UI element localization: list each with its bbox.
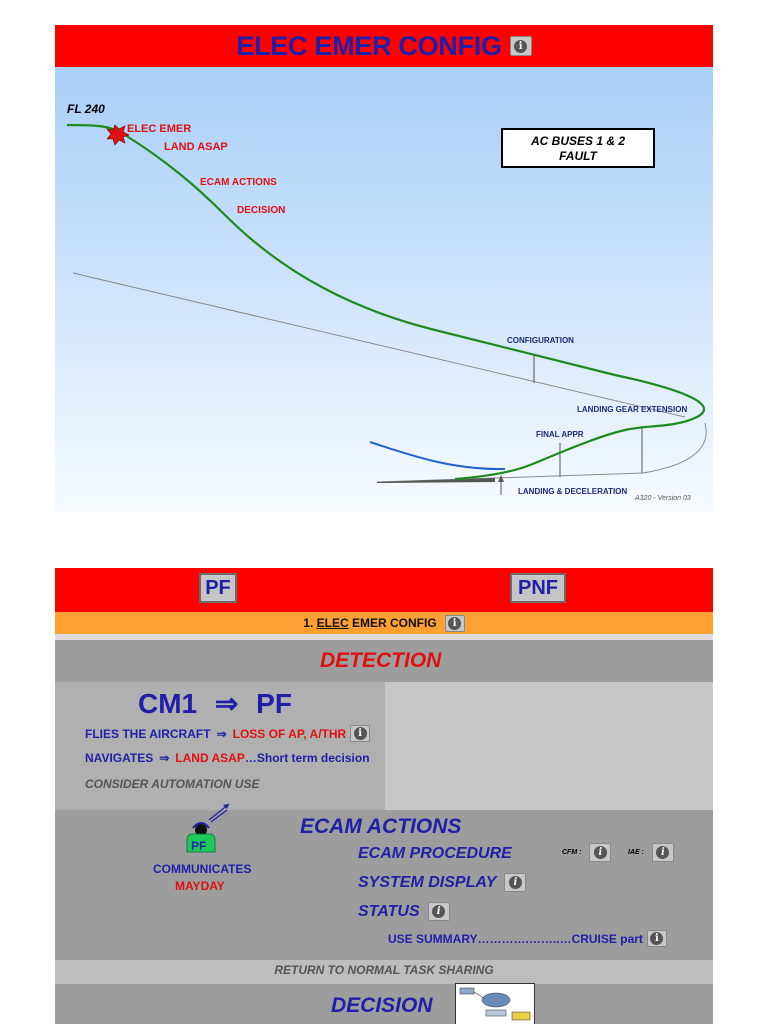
label-elec-emer: ELEC EMER [127, 123, 192, 135]
step-title: EMER CONFIG [352, 616, 437, 630]
mayday-text: MAYDAY [175, 879, 225, 893]
info-icon: i [432, 905, 445, 918]
step-underlined: ELEC [316, 616, 349, 630]
info-icon: i [594, 846, 607, 859]
pf-label: PF [256, 688, 292, 719]
step-bar [55, 612, 713, 634]
status-info-button[interactable] [428, 902, 450, 921]
flies-text: FLIES THE AIRCRAFT [85, 726, 211, 741]
navigates-text: NAVIGATES [85, 751, 154, 765]
label-decision: DECISION [237, 205, 286, 216]
label-land-asap: LAND ASAP [164, 141, 228, 153]
status-item [358, 902, 450, 921]
cm1-label: CM1 [138, 688, 198, 719]
detection-title: DETECTION [320, 649, 442, 672]
version-label: A320 - Version 03 [635, 495, 691, 502]
flight-profile-diagram [55, 25, 713, 512]
loss-info-button[interactable] [350, 725, 370, 742]
iae-label: IAE : [628, 849, 644, 856]
runway [377, 478, 495, 483]
status-text: STATUS [358, 902, 420, 920]
cfm-tag [562, 843, 611, 862]
slide-elec-emer-profile [55, 25, 713, 512]
pf-badge: PF [191, 839, 207, 853]
short-term-text: …Short term decision [244, 751, 370, 765]
ecam-procedure-item [358, 845, 512, 863]
iae-tag [628, 843, 674, 862]
decision-title: DECISION [331, 994, 433, 1017]
arrow-icon: ⇒ [214, 688, 239, 719]
label-landing-decel: LANDING & DECELERATION [518, 487, 628, 496]
decision-thumbnail[interactable] [455, 983, 535, 1024]
consider-automation-text: CONSIDER AUTOMATION USE [85, 777, 260, 791]
info-icon: i [354, 727, 367, 740]
decision-diagram-icon [456, 984, 536, 1024]
roles-header [55, 568, 713, 612]
row-flies-aircraft [85, 725, 370, 742]
arrow-icon: ⇒ [159, 751, 170, 765]
system-display-info-button[interactable] [504, 873, 526, 892]
label-ecam-actions: ECAM ACTIONS [200, 177, 277, 188]
info-icon: i [514, 40, 527, 53]
use-summary-text: USE SUMMARY………….……..…CRUISE part [388, 931, 643, 946]
fault-line-2: FAULT [559, 149, 597, 163]
return-normal-text: RETURN TO NORMAL TASK SHARING [274, 963, 494, 977]
ecam-procedure-text: ECAM PROCEDURE [358, 845, 512, 862]
slide-task-sharing [55, 568, 713, 1024]
label-landing-gear: LANDING GEAR EXTENSION [577, 405, 688, 414]
system-display-item [358, 873, 526, 892]
step-info-button[interactable] [445, 615, 465, 632]
flight-profile [67, 125, 704, 479]
info-icon: i [650, 932, 663, 945]
reference-line [73, 273, 688, 417]
land-asap-text: LAND ASAP [175, 751, 245, 765]
pnf-button[interactable]: PNF [510, 573, 566, 603]
iae-info-button[interactable] [652, 843, 674, 862]
ecam-actions-title: ECAM ACTIONS [300, 815, 462, 838]
detection-right-panel [385, 682, 713, 810]
cfm-label: CFM : [562, 849, 582, 856]
info-icon: i [448, 617, 461, 630]
system-display-text: SYSTEM DISPLAY [358, 873, 497, 891]
loss-text: LOSS OF AP, A/THR [232, 726, 347, 741]
touchdown-arrow [498, 475, 504, 482]
use-summary-info-button[interactable] [647, 930, 667, 947]
cm1-pf-heading [138, 687, 292, 720]
flight-level-label: FL 240 [67, 102, 105, 116]
info-icon: i [509, 876, 522, 889]
fault-line-1: AC BUSES 1 & 2 [530, 134, 626, 148]
step-number: 1. [303, 616, 314, 630]
label-configuration: CONFIGURATION [507, 336, 574, 345]
info-icon: i [656, 846, 669, 859]
row-navigates [85, 751, 370, 765]
fault-box [501, 128, 655, 168]
use-summary-row [388, 930, 667, 947]
communicates-text: COMMUNICATES [153, 862, 252, 876]
slide-title: ELEC EMER CONFIG [236, 30, 502, 61]
pf-button[interactable]: PF [199, 573, 237, 603]
arrow-icon: ⇒ [216, 726, 227, 741]
cfm-info-button[interactable] [589, 843, 611, 862]
label-final-appr: FINAL APPR [536, 430, 584, 439]
glide-path [370, 442, 505, 469]
